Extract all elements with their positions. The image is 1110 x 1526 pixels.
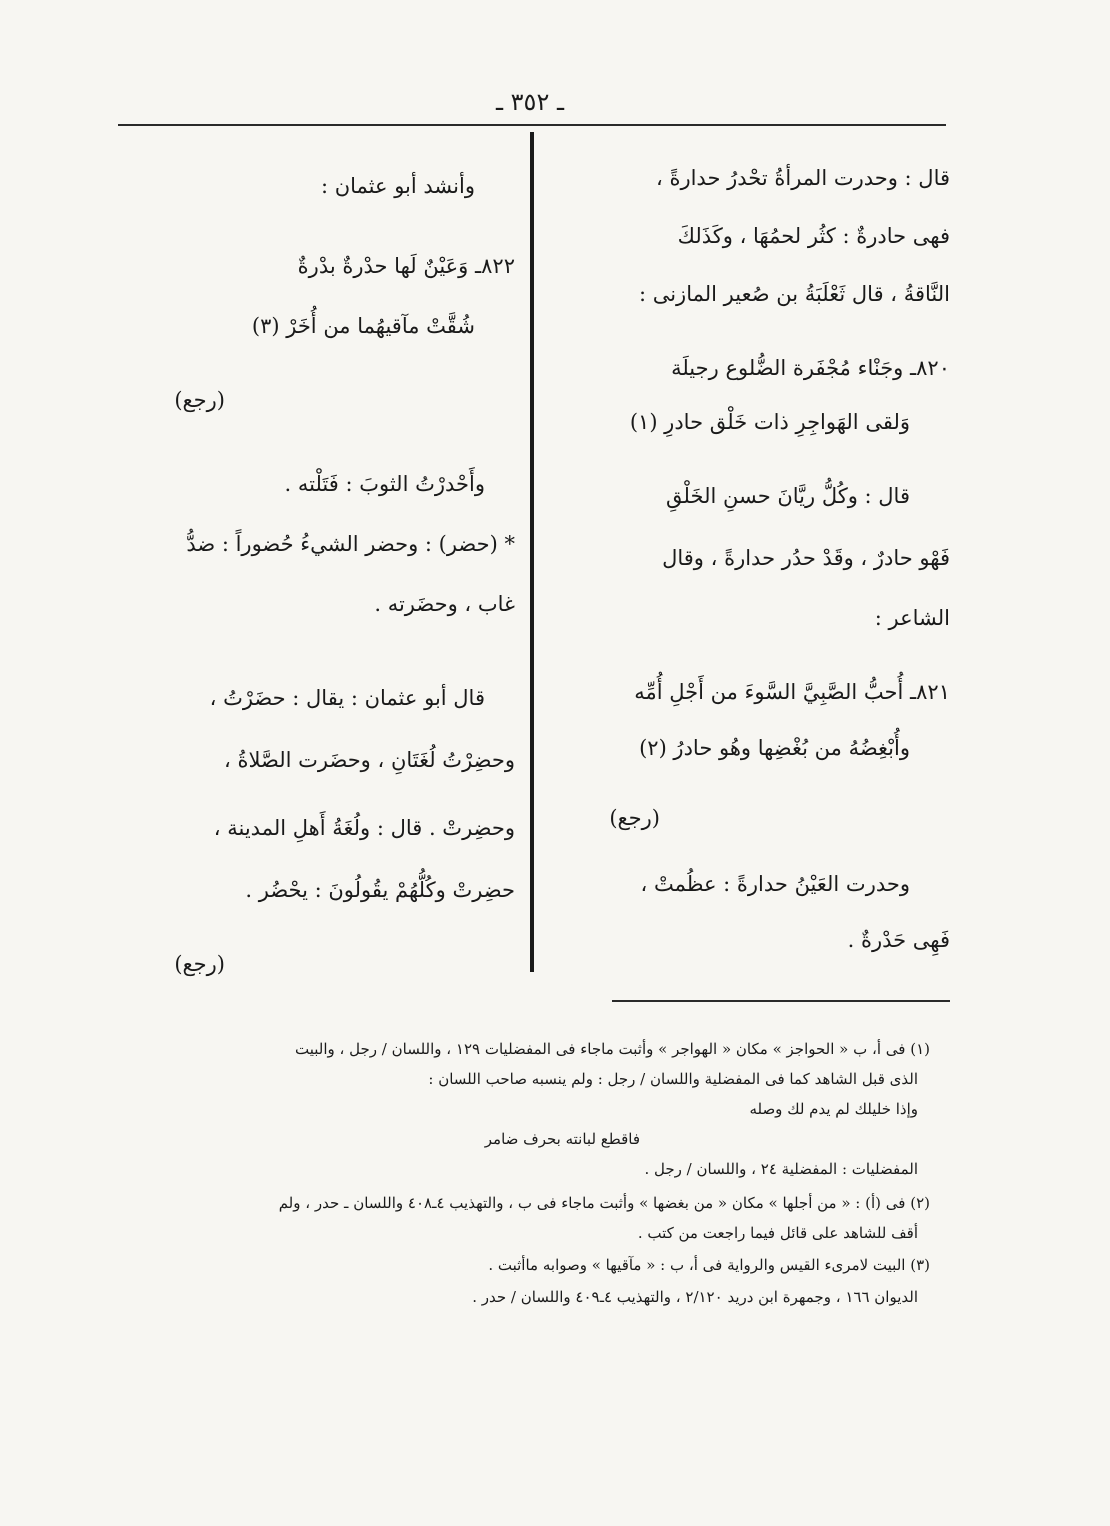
- footnote-line: الذى قبل الشاهد كما فى المفضلية واللسان / رجل : ولم ينسبه صاحب اللسان :: [428, 1070, 918, 1088]
- text-line: * (حضر) : وحضر الشيءُ حُضوراً : ضدُّ: [186, 532, 515, 556]
- footnote-rule: [612, 1000, 950, 1002]
- return-marker: (رجع): [174, 388, 225, 412]
- footnote-line: المفضليات : المفضلية ٢٤ ، واللسان / رجل .: [644, 1160, 918, 1178]
- text-line: قال أبو عثمان : يقال : حضَرْتُ ،: [209, 686, 485, 710]
- column-divider: [530, 132, 534, 972]
- top-rule: [118, 124, 946, 126]
- text-line: وأنشد أبو عثمان :: [320, 174, 475, 198]
- text-line: غاب ، وحضَرته .: [374, 592, 515, 616]
- text-line: حضِرتْ وكُلُّهُمْ يقُولُونَ : يحْضُر .: [245, 878, 515, 902]
- verse-line: شُقَّتْ مآقيهُما من أُخَرْ (٣): [251, 314, 475, 338]
- verse-line: وأُبْغِضُهُ من بُغْضِها وهُو حادرُ (٢): [639, 736, 910, 760]
- footnote-line: (١) فى أ، ب « الحواجز » مكان « الهواجر » وأثبت ماجاء فى المفضليات ١٢٩ ، واللسان / رجل ، والبيت: [295, 1040, 930, 1058]
- return-marker: (رجع): [609, 806, 660, 830]
- text-line: وأَحْدرْتُ الثوبَ : فَتَلْته .: [284, 472, 485, 496]
- text-line: فَهِى حَدْرةٌ .: [847, 928, 950, 952]
- verse-line: وَلقى الهَواجِرِ ذات خَلْق حادرِ (١): [629, 410, 910, 434]
- footnote-line: (٣) البيت لامرىء القيس والرواية فى أ، ب : « مآقيها » وصوابه ماأثبت .: [488, 1256, 930, 1274]
- page-number: ـ ٣٥٢ ـ: [495, 88, 564, 116]
- text-line: وحضِرتْ . قال : ولُغَةُ أَهلِ المدينة ،: [213, 816, 515, 840]
- text-line: وحضِرْتُ لُغَتَانِ ، وحضَرت الصَّلاةُ ،: [224, 748, 515, 772]
- text-line: قال : وحدرت المرأةُ تحْدرُ حدارةً ،: [656, 166, 950, 190]
- footnote-line: فاقطع لبانته بحرف ضامر: [484, 1130, 640, 1148]
- return-marker: (رجع): [174, 952, 225, 976]
- text-line: فهى حادرةٌ : كثُر لحمُهَا ، وكَذَلكَ: [677, 224, 950, 248]
- footnote-line: أقف للشاهد على قائل فيما راجعت من كتب .: [637, 1224, 918, 1242]
- text-line: فَهْو حادرٌ ، وقَدْ حدُر حدارةً ، وقال: [662, 546, 950, 570]
- verse-line: ٨٢٢ـ وَعَيْنٌ لَها حدْرةٌ بدْرةٌ: [297, 254, 515, 278]
- footnote-line: (٢) فى (أ) : « من أجلها » مكان « من بغضها » وأثبت ماجاء فى ب ، والتهذيب ٤ـ٤٠٨ واللسان ـ حدر ، ولم: [278, 1194, 930, 1212]
- text-line: وحدرت العَيْنُ حدارةً : عظُمتْ ،: [640, 872, 910, 896]
- verse-line: ٨٢١ـ أُحبُّ الصَّبِيَّ السَّوءَ من أَجْلِ أُمِّه: [634, 680, 950, 704]
- footnote-line: الديوان ١٦٦ ، وجمهرة ابن دريد ٢/١٢٠ ، والتهذيب ٤ـ٤٠٩ واللسان / حدر .: [472, 1288, 918, 1306]
- footnote-line: وإذا خليلك لم يدم لك وصله: [749, 1100, 918, 1118]
- text-line: النَّاقةُ ، قال ثَعْلَبَةُ بن صُعير المازنى :: [638, 282, 950, 306]
- text-line: قال : وكُلُّ ريَّانَ حسنِ الخَلْقِ: [666, 484, 910, 508]
- verse-line: ٨٢٠ـ وجَنْاء مُجْفَرة الضُّلوع رجيلَة: [671, 356, 950, 380]
- text-line: الشاعر :: [874, 606, 950, 630]
